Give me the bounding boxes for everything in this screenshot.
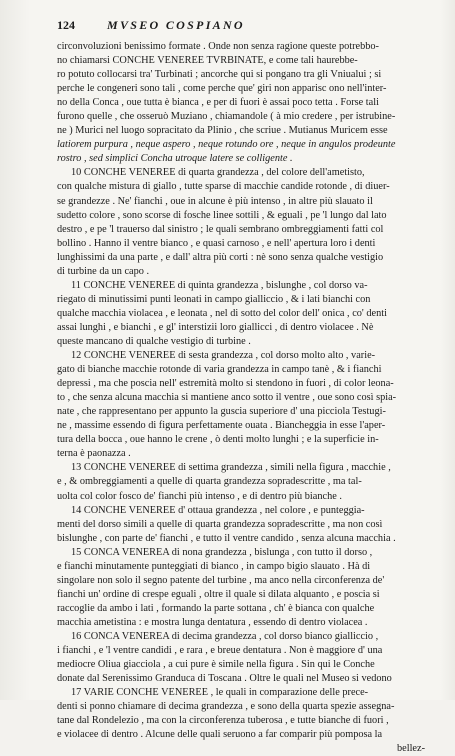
text-line: macchia ametistina : e mostra lunga dentatura , essendo di dentro violacea .	[57, 616, 368, 628]
text-line: bellez-	[396, 743, 425, 755]
text-line: ro potuto collocarsi tra' Turbinati ; ancorche qui si pongano tra gli Vniualui ; si	[57, 69, 382, 81]
text-line: latiorem purpura , neque aspero , neque rotundo ore , neque in angulos prodeunte	[57, 139, 396, 151]
text-line: singolare non solo il segno patente del turbine , ma anco nella circonferenza de'	[57, 574, 385, 586]
text-line: di turbine da un capo .	[57, 265, 150, 277]
page-number: 124	[57, 18, 75, 32]
text-line: circonvoluzioni benissimo formate . Onde non senza ragione queste potrebbo-	[57, 41, 379, 52]
text-line: sudetto colore , sono scorse di fosche linee sottili , & eguali , pe 'l lungo dal lato	[57, 209, 387, 221]
text-line: riegato di minutissimi punti leonati in campo gialliccio , & i lati bianchi con	[57, 293, 371, 305]
text-line: 15 CONCA VENEREA di nona grandezza , bislunga , con tutto il dorso ,	[71, 546, 373, 558]
text-line: tane dal Rondelezio , ma con la circonferenza tuberosa , e tutte bianche di fuori ,	[57, 715, 389, 727]
running-title: MVSEO COSPIANO	[107, 18, 245, 32]
text-line: 13 CONCHE VENEREE di settima grandezza , simili nella figura , macchie ,	[71, 462, 391, 474]
text-line: perche le congeneri sono tali , come perche que' giri non apparisc ono nell'inter-	[57, 83, 387, 95]
text-line: depressi , ma che poscia nell' estremità molto si stendono in fuori , di color leona-	[57, 378, 394, 390]
text-line: 10 CONCHE VENEREE di quarta grandezza , del colore dell'ametisto,	[71, 167, 365, 179]
text-line: 12 CONCHE VENEREE di sesta grandezza , col dorso molto alto , varie-	[71, 350, 376, 362]
text-line: denti si ponno chiamare di decima grandezza , e sono della quarta spezie assegna-	[57, 701, 395, 713]
text-line: donate dal Serenissimo Granduca di Toscana . Oltre le quali nel Museo si vedono	[57, 673, 392, 685]
text-line: e fianchi minutamente punteggiati di bianco , in campo bigio slauato . Hà di	[57, 560, 371, 572]
text-line: menti del dorso simili a quelle di quarta grandezza sopradescritte , ma non così	[57, 518, 383, 530]
text-line: e violacee di dentro . Alcune delle quali seruono a far comparir più pomposa la	[57, 729, 383, 741]
text-line: raccoglie da ambo i lati , formando la parte sottana , ch' è bianca con qualche	[57, 602, 375, 614]
text-line: se grandezze . Ne' fianchi , oue in alcune è più intenso , in altre più slauato il	[57, 195, 373, 207]
text-line: no chiamarsi CONCHE VENEREE TVRBINATE, e come tali haurebbe-	[57, 55, 358, 67]
text-line: i fianchi , e 'l ventre candidi , e rara , e breue dentatura . Non è maggiore d' una	[57, 645, 383, 657]
text-line: qualche macchia violacea , e leonata , nel di sotto del color dell' onica , co' denti	[57, 307, 387, 319]
text-line: 17 VARIE CONCHE VENEREE , le quali in comparazione delle prece-	[71, 687, 369, 699]
body-text	[57, 40, 435, 756]
text-line: terna è paonazza .	[57, 448, 131, 460]
text-line: destro , e pe 'l trauerso dal sinistro ; le quali sembrano ombreggiamenti fatti col	[57, 223, 384, 235]
text-line: ne , massime essendo di figura perfettamente ouata . Biancheggia in esse l'aper-	[57, 420, 386, 432]
text-line: rostro , sed simplici Concha utroque latere se colligente .	[57, 153, 293, 165]
text-line: 14 CONCHE VENEREE d' ottaua grandezza , nel colore , e punteggia-	[71, 504, 365, 516]
text-line: fianchi un' ordine di crespe eguali , oltre il quale si dilata alquanto , e poscia si	[57, 588, 380, 600]
text-line: bollino . Hanno il ventre bianco , e quasi carnoso , e nell' apertura loro i denti	[57, 237, 376, 249]
text-line: queste mancano di qualche vestigio di turbine .	[57, 335, 251, 347]
text-line: e , & ombreggiamenti a quelle di quarta grandezza sopradescritte , ma tal-	[57, 476, 362, 488]
text-line: no della Conca , oue tutta è bianca , e per di fuori è assai poco tetta . Forse tali	[57, 97, 379, 109]
text-line: furono quelle , che osseruò Muziano , chiamandole ( à mio credere , per istrubine-	[57, 111, 396, 123]
text-line: con qualche mistura di giallo , tutte sparse di macchie candide rotonde , di diuer-	[57, 181, 390, 193]
text-line: 16 CONCA VENEREA di decima grandezza , col dorso bianco gialliccio ,	[71, 630, 379, 642]
text-line: uolta col color fosco de' fianchi più intenso , e di dentro più bianche .	[57, 490, 342, 502]
text-line: to , che senza alcuna macchia si mantiene anco sotto il ventre , oue sono così spia-	[57, 392, 397, 404]
running-header	[57, 18, 427, 34]
text-line: gato di bianche macchie rotonde di varia grandezza in campo tanè , & i fianchi	[57, 364, 382, 376]
text-line: 11 CONCHE VENEREE di quinta grandezza , bislunghe , col dorso va-	[71, 279, 368, 291]
text-line: mediocre Oliua giacciola , a cui pure è simile nella figura . Sin qui le Conche	[57, 659, 375, 671]
text-line: ne ) Murici nel luogo sopracitato da Plinio , che scriue . Mutianus Muricem esse	[57, 125, 388, 137]
text-line: bislunghe , con parte de' fianchi , e tutto il ventre candido , senza alcuna macchia .	[57, 532, 396, 544]
text-line: assai lunghi , e bianchi , e gl' interstizii loro giallicci , di dentro violacee . Nè	[57, 321, 374, 333]
text-line: lunghissimi da una parte , e dall' altra più corti : nè sono senza qualche vestigio	[57, 251, 384, 263]
text-line: nate , che rappresentano per appunto la guscia superiore d' una picciola Testugi-	[57, 406, 386, 418]
text-line: tura della bocca , oue hanno le crene , ò denti molto lunghi ; e la superficie in-	[57, 434, 379, 446]
